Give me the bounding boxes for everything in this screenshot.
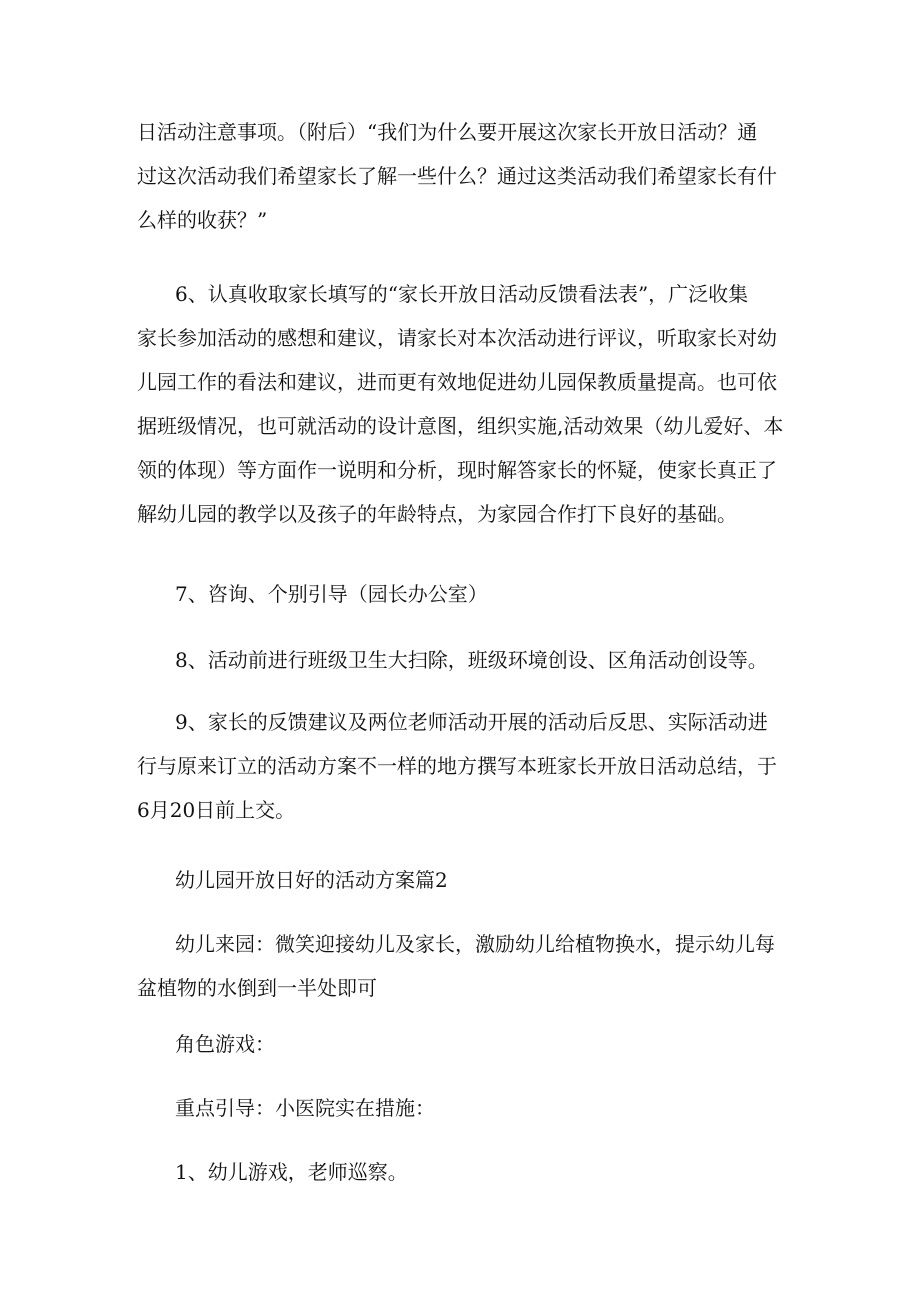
text-line: 7、咨询、个别引导（园长办公室） <box>175 582 488 606</box>
text-line: 9、家长的反馈建议及两位老师活动开展的活动后反思、实际活动进 <box>175 710 768 734</box>
paragraph-continuation <box>137 110 787 242</box>
heading-text: 幼儿园开放日好的活动方案篇2 <box>175 868 448 892</box>
section-heading <box>137 858 787 902</box>
paragraph-item-9 <box>137 700 787 832</box>
text-line: 重点引导：小医院实在措施： <box>175 1096 435 1120</box>
text-line: 过这次活动我们希望家长了解一些什么？通过这类活动我们希望家长有什 <box>137 164 777 188</box>
text-line: 盆植物的水倒到一半处即可 <box>137 976 377 1000</box>
text-line: 行与原来订立的活动方案不一样的地方撰写本班家长开放日活动总结，于 <box>137 754 777 778</box>
text-line: 儿园工作的看法和建议，进而更有效地促进幼儿园保教质量提高。也可依 <box>137 370 777 394</box>
text-line: 家长参加活动的感想和建议，请家长对本次活动进行评议，听取家长对幼 <box>137 326 777 350</box>
paragraph-arrival <box>137 922 787 1010</box>
paragraph-item-8 <box>137 638 787 682</box>
paragraph-role-play <box>137 1022 787 1066</box>
text-line: 6月20日前上交。 <box>137 798 296 822</box>
text-line: 1、幼儿游戏，老师巡察。 <box>175 1160 408 1184</box>
text-line: 6、认真收取家长填写的“家长开放日活动反馈看法表”，广泛收集 <box>175 282 749 306</box>
paragraph-guidance <box>137 1086 787 1130</box>
text-line: 领的体现）等方面作一说明和分析，现时解答家长的怀疑，使家长真正了 <box>137 458 777 482</box>
text-line: 幼儿来园：微笑迎接幼儿及家长，激励幼儿给植物换水，提示幼儿每 <box>175 932 775 956</box>
text-line: 日活动注意事项。（附后）“我们为什么要开展这次家长开放日活动？通 <box>137 120 758 144</box>
paragraph-item-6 <box>137 272 787 536</box>
paragraph-item-7 <box>137 572 787 616</box>
text-line: 么样的收获？” <box>137 208 268 232</box>
paragraph-item-1 <box>137 1150 787 1194</box>
text-line: 角色游戏： <box>175 1032 275 1056</box>
text-line: 解幼儿园的教学以及孩子的年龄特点，为家园合作打下良好的基础。 <box>137 502 737 526</box>
text-line: 8、活动前进行班级卫生大扫除，班级环境创设、区角活动创设等。 <box>175 648 768 672</box>
text-line: 据班级情况，也可就活动的设计意图，组织实施,活动效果（幼儿爱好、本 <box>137 414 784 438</box>
